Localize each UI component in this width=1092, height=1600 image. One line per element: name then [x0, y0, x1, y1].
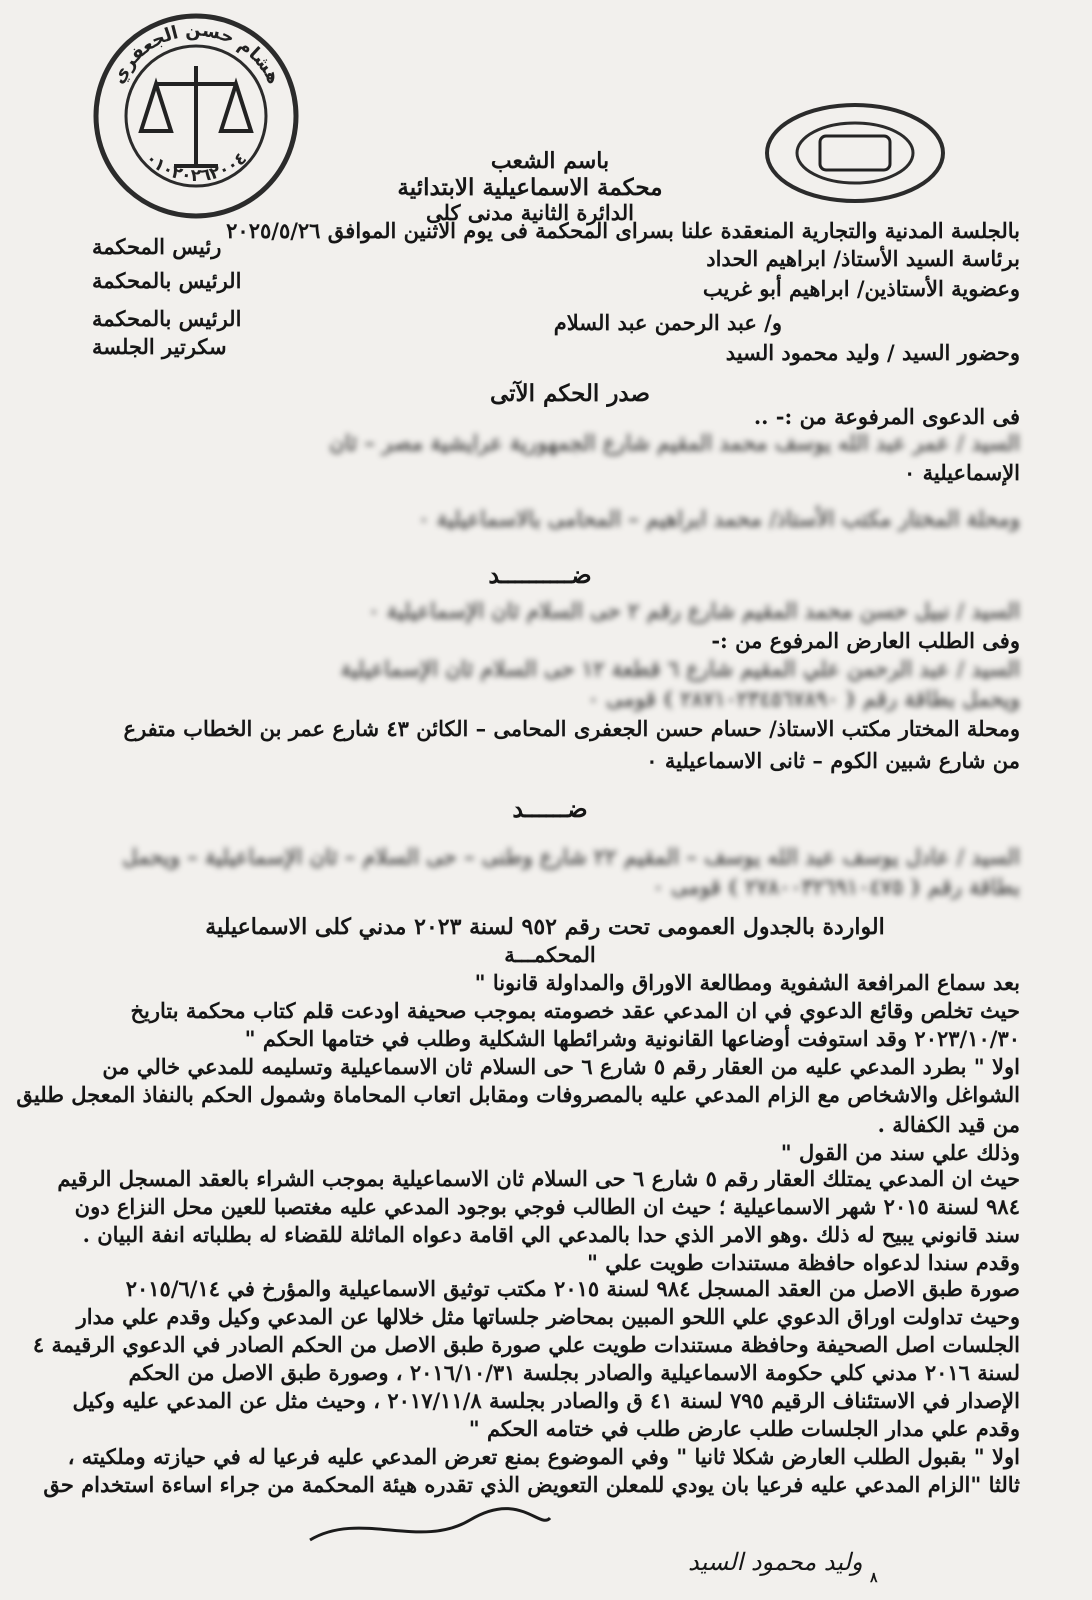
body-line: الجلسات اصل الصحيفة وحافظة مستندات طويت علي صورة طبق الاصل من الحكم الصادر في الدعوي الرقيمة ٤	[32, 1332, 1020, 1357]
case-line	[70, 686, 1020, 711]
verdict-heading: صدر الحكم الآتى	[489, 380, 651, 407]
header-title: باسم الشعب	[490, 148, 610, 174]
case-line	[70, 844, 1020, 869]
plaintiff-redacted: السيد / عمر عبد الله يوسف محمد المقيم شارع الجمهورية عرايشية مصر – ثان	[329, 430, 1020, 455]
body-line: ٢٠٢٣/١٠/٣٠ وقد استوفت أوضاعها القانونية وشرائطها الشكلية وطلب في ختامها الحكم "	[244, 1026, 1020, 1051]
seal-phone: ٠١٠٢٠٢٦٢٠٠٤	[141, 148, 251, 187]
body-line: الشواغل والاشخاص مع الزام المدعي عليه بالمصروفات ومقابل اتعاب المحاماة وشمول الحكم بالنفاذ المعجل طليق	[16, 1082, 1020, 1107]
defendant-redacted: السيد / نبيل حسن محمد المقيم شارع رقم ٢ حى السلام ثان الإسماعيلية ٠	[368, 598, 1020, 623]
body-line: ٩٨٤ لسنة ٢٠١٥ شهر الاسماعيلية ؛ حيث ان الطالب فوجي بوجود المدعي عليه مغتصبا للعين محل النزاع دون	[74, 1194, 1020, 1219]
body-line: ثالثا "الزام المدعي عليه فرعيا بان يودي للمعلن التعويض الذي تقدره هيئة المحكمة من جراء اساءة استخدام حق	[43, 1472, 1020, 1497]
body-line: سند قانوني يبيح له ذلك .وهو الامر الذي حدا بالمدعي الي اقامة دعواه الماثلة للقضاء له بطلباته انفة البيان .	[82, 1222, 1020, 1247]
role-president: رئيس المحكمة	[92, 234, 222, 259]
body-line: من قيد الكفالة .	[877, 1112, 1020, 1137]
respondent-redacted: السيد / عادل يوسف عبد الله يوسف – المقيم ٢٢ شارع وطنى – حى السلام – ثان الإسماعيلية – ويحمل	[122, 844, 1020, 869]
body-line: لسنة ٢٠١٦ مدني كلي حكومة الاسماعيلية والصادر بجلسة ٢٠١٦/١٠/٣١ ، وصورة طبق الاصل من الحكم	[128, 1360, 1020, 1385]
case-line: وفى الطلب العارض المرفوع من :-	[711, 628, 1020, 653]
session-line-5: وحضور السيد / وليد محمود السيد	[725, 340, 1020, 365]
case-line	[70, 598, 1020, 623]
case-line	[70, 430, 1020, 455]
against-heading: ضــــــــــد	[488, 560, 592, 589]
session-line-2: برئاسة السيد الأستاذ/ ابراهيم الحداد	[706, 246, 1020, 271]
emblem-icon	[820, 136, 890, 170]
body-line: اولا " بقبول الطلب العارض شكلا ثانيا " وفي الموضوع بمنع تعرض المدعي عليه فرعيا له في حيازته وملكيته ،	[67, 1444, 1020, 1469]
body-line: حيث ان المدعي يمتلك العقار رقم ٥ شارع ٦ حى السلام ثان الاسماعيلية بموجب الشراء بالعقد المسجل الرقيم	[57, 1166, 1020, 1191]
case-line	[70, 506, 1020, 531]
case-line: من شارع شبين الكوم – ثانى الاسماعيلية ٠	[646, 748, 1020, 773]
handwritten-mark	[300, 1500, 560, 1560]
body-line: حيث تخلص وقائع الدعوي في ان المدعي عقد خصومته بموجب صحيفة اودعت قلم كتاب محكمة بتاريخ	[130, 998, 1020, 1023]
body-line: الإصدار في الاستئناف الرقيم ٧٩٥ لسنة ٤١ ق والصادر بجلسة ٢٠١٧/١١/٨ ، وحيث مثل عن المدعي عليه وكيل	[72, 1388, 1020, 1413]
court-circuit: الدائرة الثانية مدنى كلى	[426, 200, 634, 225]
id-redacted: ويحمل بطاقة رقم ( ٢٨٧١٠٢٣٤٥٦٧٨٩٠ ) قومى ٠	[587, 686, 1020, 711]
signature-text: وليد محمود السيد	[688, 1548, 863, 1576]
role-member-1: الرئيس بالمحكمة	[92, 268, 242, 293]
session-line-4: و/ عبد الرحمن عبد السلام	[553, 310, 782, 335]
against-heading-2: ضــــــد	[512, 794, 588, 823]
case-line	[70, 656, 1020, 681]
body-line: وقدم سندا لدعواه حافظة مستندات طويت علي "	[587, 1250, 1020, 1275]
case-reference: الواردة بالجدول العمومى تحت رقم ٩٥٢ لسنة ٢٠٢٣ مدني كلى الاسماعيلية	[205, 914, 885, 940]
counterclaimant-redacted: السيد / عبد الرحمن علي المقيم شارع ٦ قطعة ١٢ حى السلام ثان الإسماعيلية	[340, 656, 1020, 681]
body-line: صورة طبق الاصل من العقد المسجل ٩٨٤ لسنة ٢٠١٥ مكتب توثيق الاسماعيلية والمؤرخ في ٢٠١٥/٦/١٤	[125, 1276, 1020, 1301]
case-line: الإسماعيلية ٠	[904, 460, 1020, 485]
case-line: فى الدعوى المرفوعة من :- ..	[753, 404, 1020, 429]
role-secretary: سكرتير الجلسة	[92, 334, 227, 359]
body-line: وقدم علي مدار الجلسات طلب عارض طلب في ختامه الحكم "	[468, 1416, 1020, 1441]
body-line: وذلك علي سند من القول "	[780, 1140, 1020, 1165]
court-name: محكمة الاسماعيلية الابتدائية	[397, 174, 663, 201]
body-line: اولا " بطرد المدعي عليه من العقار رقم ٥ شارع ٦ حى السلام ثان الاسماعيلية وتسليمه للمدعي خالي من	[102, 1054, 1020, 1079]
page-mark: ٨	[870, 1570, 878, 1586]
session-line-1: بالجلسة المدنية والتجارية المنعقدة علنا بسراى المحكمة فى يوم الاثنين الموافق ٢٠٢٥/٥/٢٦	[226, 218, 1020, 243]
attorney-redacted: ومحلة المختار مكتب الأستاذ/ محمد ابراهيم – المحامى بالاسماعيلية ٠	[418, 506, 1020, 531]
role-member-2: الرئيس بالمحكمة	[92, 306, 242, 331]
court-stamp	[760, 98, 950, 208]
lawyer-seal	[86, 6, 306, 226]
body-line: وحيث تداولت اوراق الدعوي علي اللحو المبين بمحاضر جلساتها مثل خلالها عن المدعي وكيل وقدم علي مدار	[76, 1304, 1020, 1329]
case-line: ومحلة المختار مكتب الاستاذ/ حسام حسن الجعفرى المحامى – الكائن ٤٣ شارع عمر بن الخطاب متفرع	[123, 716, 1020, 741]
session-line-3: وعضوية الأستاذين/ ابراهيم أبو غريب	[702, 276, 1020, 301]
scales-of-justice-icon	[141, 66, 251, 166]
respondent-id-redacted: بطاقة رقم ( ٢٧٨٠٠٣٢٦٩١٠٤٧٥ ) قومى ٠	[652, 874, 1020, 899]
seal-name: هشام حسن الجعفري	[107, 19, 285, 88]
court-heading: المحكمـــة	[504, 942, 596, 967]
body-line: بعد سماع المرافعة الشفوية ومطالعة الاوراق والمداولة قانونا "	[474, 970, 1020, 995]
case-line	[70, 874, 1020, 899]
